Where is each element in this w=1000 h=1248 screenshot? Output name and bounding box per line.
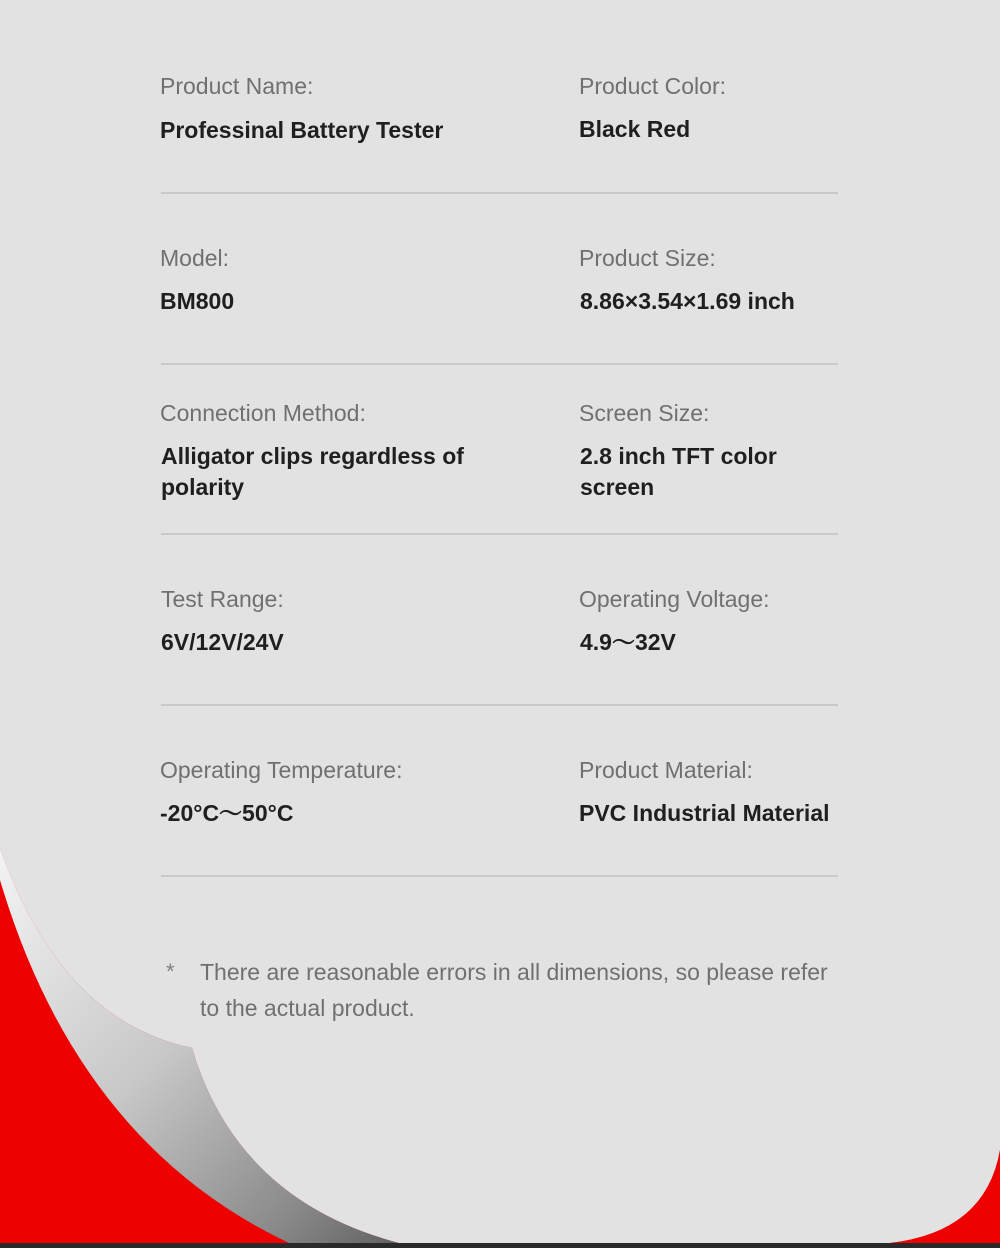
disclaimer-text: There are reasonable errors in all dimensions, so please refer to the actual product. bbox=[200, 959, 828, 1021]
connection-method-label: Connection Method: bbox=[160, 400, 366, 426]
product-size-value: 8.86×3.54×1.69 inch bbox=[580, 288, 795, 314]
divider bbox=[161, 533, 838, 535]
asterisk-icon: * bbox=[166, 959, 175, 984]
product-material-label: Product Material: bbox=[579, 757, 753, 783]
operating-voltage-value: 4.9～32V bbox=[580, 629, 676, 655]
operating-temperature-label: Operating Temperature: bbox=[160, 757, 403, 783]
divider bbox=[161, 192, 838, 194]
connection-method-value: Alligator clips regardless of polarity bbox=[161, 443, 464, 500]
product-material-value: PVC Industrial Material bbox=[579, 800, 830, 826]
screen-size-value: 2.8 inch TFT color screen bbox=[580, 443, 777, 500]
test-range-value: 6V/12V/24V bbox=[161, 629, 284, 655]
product-color-label: Product Color: bbox=[579, 73, 727, 99]
divider bbox=[161, 363, 838, 365]
screen-size-label: Screen Size: bbox=[579, 400, 710, 426]
divider bbox=[161, 704, 838, 706]
operating-temperature-value: -20°C～50°C bbox=[160, 800, 294, 826]
product-color-value: Black Red bbox=[579, 116, 691, 142]
test-range-label: Test Range: bbox=[161, 586, 284, 612]
model-value: BM800 bbox=[160, 288, 235, 314]
operating-voltage-label: Operating Voltage: bbox=[579, 586, 770, 612]
product-name-label: Product Name: bbox=[160, 73, 314, 99]
model-label: Model: bbox=[160, 245, 230, 271]
product-size-label: Product Size: bbox=[579, 245, 716, 271]
product-name-value: Professinal Battery Tester bbox=[160, 117, 444, 143]
divider bbox=[161, 875, 838, 877]
